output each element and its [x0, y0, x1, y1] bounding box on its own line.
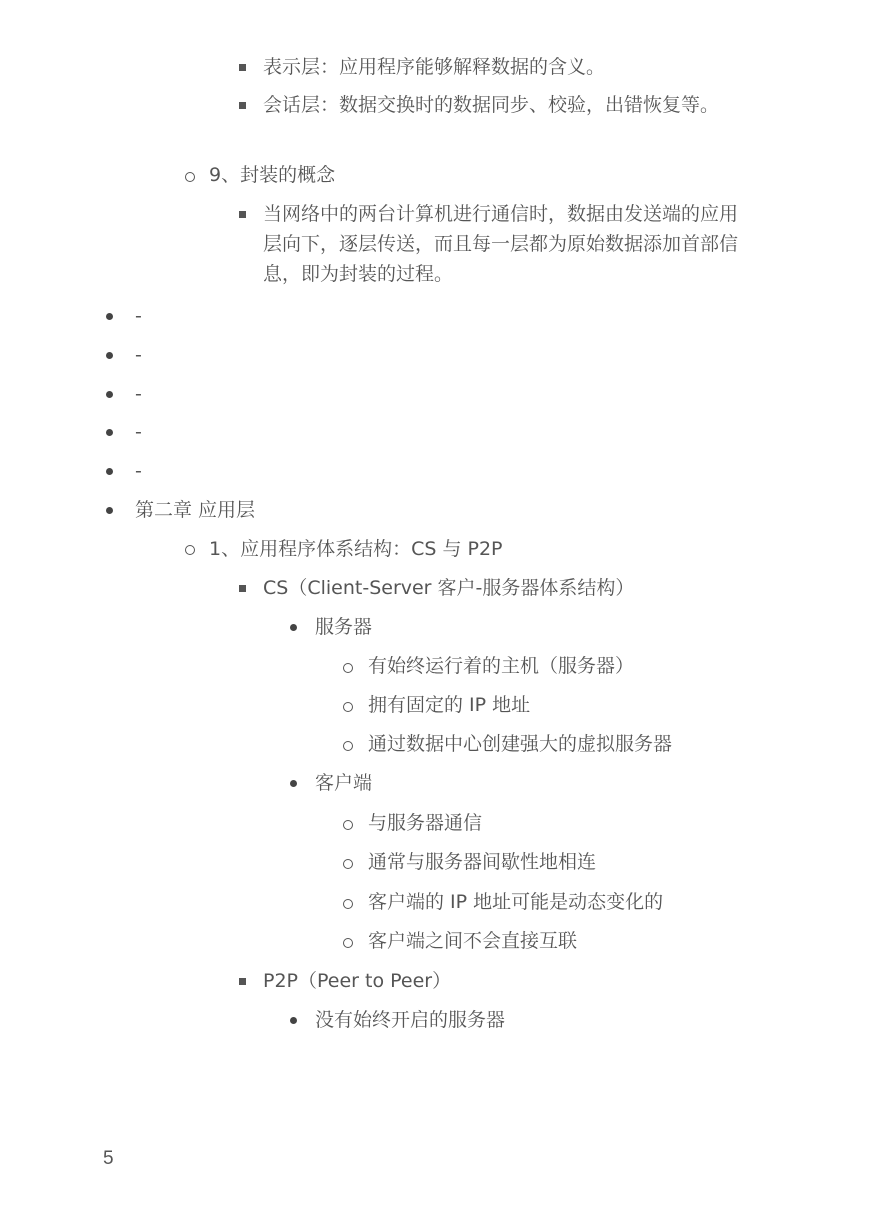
circle-bullet-icon	[185, 545, 195, 555]
list-item: 1、应用程序体系结构：CS 与 P2P	[209, 538, 503, 560]
list-item: 表示层：应用程序能够解释数据的含义。	[263, 56, 606, 78]
list-item: P2P（Peer to Peer）	[263, 970, 452, 992]
square-bullet-icon	[239, 585, 246, 592]
chapter-heading: 第二章 应用层	[135, 499, 256, 521]
list-item: CS（Client-Server 客户-服务器体系结构）	[263, 577, 635, 599]
disc-bullet-icon	[290, 780, 297, 787]
list-item: 客户端	[315, 772, 373, 794]
list-item: 服务器	[315, 616, 373, 638]
circle-bullet-icon	[343, 938, 353, 948]
circle-bullet-icon	[343, 899, 353, 909]
square-bullet-icon	[239, 978, 246, 985]
disc-bullet-icon	[106, 429, 113, 436]
disc-bullet-icon	[106, 391, 113, 398]
disc-bullet-icon	[290, 624, 297, 631]
square-bullet-icon	[239, 64, 246, 71]
list-item: 客户端的 IP 地址可能是动态变化的	[368, 891, 664, 913]
list-item: 与服务器通信	[368, 812, 483, 834]
list-item: -	[135, 383, 142, 405]
list-item: -	[135, 421, 142, 443]
list-item: -	[135, 344, 142, 366]
list-item: 有始终运行着的主机（服务器）	[368, 655, 635, 677]
list-item: 拥有固定的 IP 地址	[368, 694, 531, 716]
list-item: -	[135, 460, 142, 482]
list-item: 通常与服务器间歇性地相连	[368, 851, 597, 873]
square-bullet-icon	[239, 211, 246, 218]
circle-bullet-icon	[343, 663, 353, 673]
list-item: 通过数据中心创建强大的虚拟服务器	[368, 733, 673, 755]
disc-bullet-icon	[290, 1017, 297, 1024]
circle-bullet-icon	[343, 859, 353, 869]
disc-bullet-icon	[106, 507, 113, 514]
list-item: 当网络中的两台计算机进行通信时，数据由发送端的应用层向下，逐层传送，而且每一层都为原始数据添加首部信息，即为封装的过程。	[263, 203, 739, 285]
circle-bullet-icon	[343, 741, 353, 751]
disc-bullet-icon	[106, 313, 113, 320]
list-item: 会话层：数据交换时的数据同步、校验，出错恢复等。	[263, 94, 720, 116]
circle-bullet-icon	[185, 172, 195, 182]
page-number: 5	[103, 1148, 114, 1169]
disc-bullet-icon	[106, 468, 113, 475]
circle-bullet-icon	[343, 702, 353, 712]
disc-bullet-icon	[106, 352, 113, 359]
list-item: 客户端之间不会直接互联	[368, 930, 578, 952]
list-item: -	[135, 305, 142, 327]
square-bullet-icon	[239, 102, 246, 109]
list-item: 9、封装的概念	[209, 164, 336, 186]
circle-bullet-icon	[343, 820, 353, 830]
list-item: 没有始终开启的服务器	[315, 1009, 506, 1031]
